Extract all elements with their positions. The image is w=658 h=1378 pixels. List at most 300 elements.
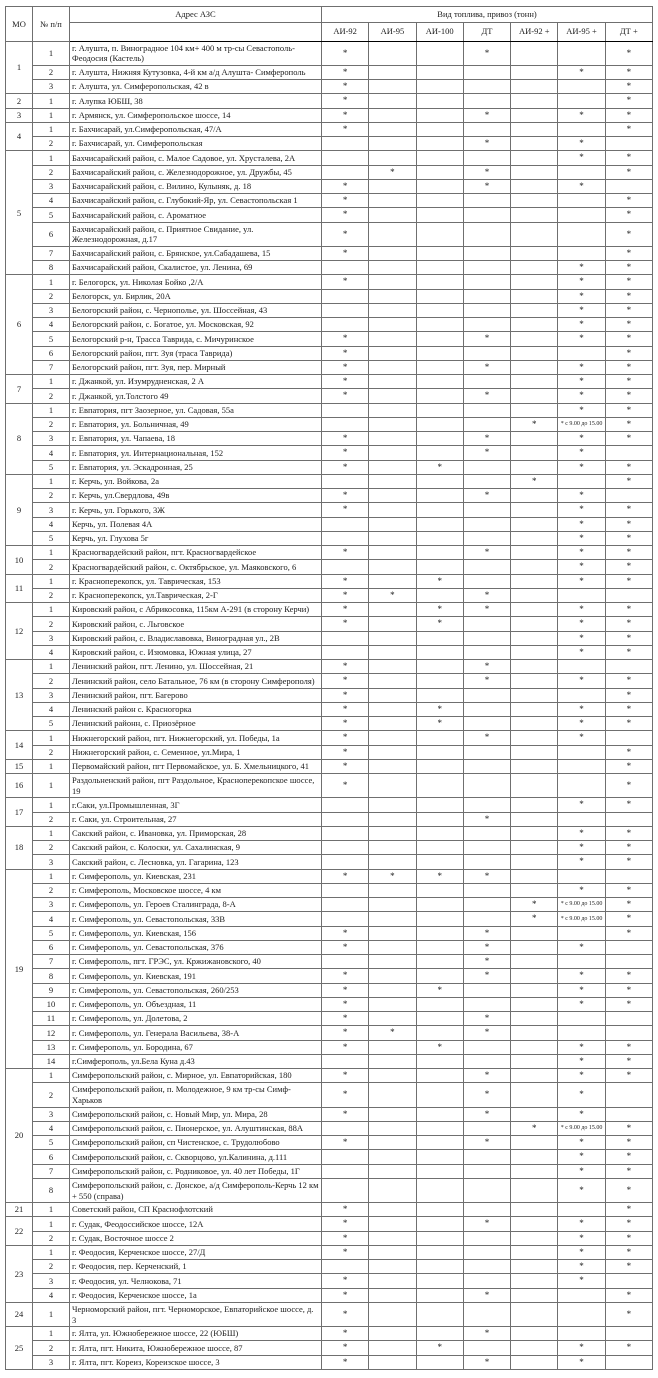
- table-row: [6, 1040, 653, 1054]
- row-number-cell: 8: [33, 261, 70, 275]
- fuel-empty-cell: [605, 1355, 652, 1369]
- row-number-cell: 2: [33, 745, 70, 759]
- row-number-cell: 3: [33, 631, 70, 645]
- fuel-empty-cell: [369, 432, 416, 446]
- fuel-empty-cell: [416, 969, 463, 983]
- mo-cell: 18: [6, 826, 33, 869]
- table-row: [6, 1341, 653, 1355]
- fuel-empty-cell: [463, 417, 510, 431]
- row-number-cell: 7: [33, 246, 70, 260]
- fuel-empty-cell: [416, 1260, 463, 1274]
- fuel-mark-cell: *: [322, 1231, 369, 1245]
- fuel-mark-cell: *: [322, 603, 369, 617]
- row-number-cell: 1: [33, 375, 70, 389]
- fuel-empty-cell: [369, 65, 416, 79]
- fuel-empty-cell: [416, 855, 463, 869]
- column-header-dt-plus: ДТ +: [605, 22, 652, 41]
- fuel-empty-cell: [463, 774, 510, 798]
- fuel-mark-cell: *: [558, 517, 605, 531]
- fuel-empty-cell: [511, 969, 558, 983]
- fuel-mark-cell: *: [605, 503, 652, 517]
- fuel-mark-cell: *: [322, 65, 369, 79]
- fuel-mark-cell: *: [558, 574, 605, 588]
- table-row: [6, 474, 653, 488]
- fuel-mark-cell: *: [558, 731, 605, 745]
- fuel-mark-cell: *: [558, 1260, 605, 1274]
- fuel-mark-cell: *: [558, 403, 605, 417]
- fuel-mark-cell: *: [322, 360, 369, 374]
- row-number-cell: 10: [33, 997, 70, 1011]
- fuel-empty-cell: [511, 108, 558, 122]
- mo-cell: 13: [6, 660, 33, 731]
- fuel-empty-cell: [511, 261, 558, 275]
- fuel-mark-cell: *: [322, 222, 369, 246]
- fuel-mark-cell: *: [558, 997, 605, 1011]
- fuel-empty-cell: [416, 1136, 463, 1150]
- fuel-mark-cell: *: [369, 1026, 416, 1040]
- fuel-empty-cell: [511, 517, 558, 531]
- row-number-cell: 2: [33, 165, 70, 179]
- fuel-empty-cell: [416, 165, 463, 179]
- fuel-empty-cell: [463, 94, 510, 108]
- fuel-empty-cell: [416, 841, 463, 855]
- row-number-cell: 1: [33, 41, 70, 65]
- fuel-empty-cell: [463, 318, 510, 332]
- fuel-empty-cell: [463, 222, 510, 246]
- fuel-mark-cell: *: [605, 883, 652, 897]
- row-number-cell: 1: [33, 403, 70, 417]
- fuel-empty-cell: [463, 531, 510, 545]
- fuel-table: [5, 6, 653, 1370]
- fuel-mark-cell: *: [605, 246, 652, 260]
- fuel-mark-cell: *: [605, 1069, 652, 1083]
- fuel-empty-cell: [416, 1164, 463, 1178]
- fuel-empty-cell: [605, 1012, 652, 1026]
- fuel-empty-cell: [511, 603, 558, 617]
- fuel-empty-cell: [463, 997, 510, 1011]
- row-number-cell: 4: [33, 446, 70, 460]
- table-row: [6, 1203, 653, 1217]
- fuel-mark-cell: *: [558, 460, 605, 474]
- row-number-cell: 4: [33, 912, 70, 926]
- fuel-mark-cell: *: [322, 717, 369, 731]
- fuel-empty-cell: [369, 774, 416, 798]
- fuel-empty-cell: [322, 474, 369, 488]
- fuel-empty-cell: [416, 222, 463, 246]
- fuel-mark-cell: *: [558, 289, 605, 303]
- fuel-mark-cell: *: [322, 332, 369, 346]
- row-number-cell: 1: [33, 660, 70, 674]
- fuel-empty-cell: [322, 1121, 369, 1135]
- fuel-empty-cell: [416, 660, 463, 674]
- fuel-empty-cell: [322, 855, 369, 869]
- fuel-empty-cell: [369, 332, 416, 346]
- fuel-empty-cell: [416, 883, 463, 897]
- fuel-empty-cell: [511, 1274, 558, 1288]
- address-cell: г. Феодосия, ул. Челнокова, 71: [70, 1274, 322, 1288]
- fuel-mark-cell: *: [463, 1083, 510, 1107]
- fuel-empty-cell: [416, 246, 463, 260]
- table-row: [6, 1245, 653, 1259]
- fuel-empty-cell: [322, 826, 369, 840]
- fuel-empty-cell: [322, 261, 369, 275]
- station-table-body: [6, 41, 653, 1369]
- address-cell: г. Джанкой, ул.Толстого 49: [70, 389, 322, 403]
- fuel-mark-cell: *: [605, 631, 652, 645]
- table-row: [6, 898, 653, 912]
- fuel-empty-cell: [369, 841, 416, 855]
- fuel-empty-cell: [511, 403, 558, 417]
- table-row: [6, 912, 653, 926]
- fuel-empty-cell: [416, 588, 463, 602]
- address-cell: Бахчисарайский район, с. Брянское, ул.Сабадашева, 15: [70, 246, 322, 260]
- fuel-mark-cell: *: [463, 969, 510, 983]
- address-cell: г. Ялта, пгт. Никита, Южнобережное шоссе, 87: [70, 1341, 322, 1355]
- fuel-mark-cell: *: [463, 1136, 510, 1150]
- row-number-cell: 2: [33, 1341, 70, 1355]
- fuel-mark-cell: *: [463, 1026, 510, 1040]
- address-cell: г. Джанкой, ул. Изумрудненская, 2 А: [70, 375, 322, 389]
- address-cell: Белогорский район, с. Богатое, ул. Московская, 92: [70, 318, 322, 332]
- fuel-empty-cell: [511, 1150, 558, 1164]
- address-cell: Ленинский районн, с. Приозёрное: [70, 717, 322, 731]
- fuel-empty-cell: [369, 179, 416, 193]
- row-number-cell: 4: [33, 645, 70, 659]
- row-number-cell: 3: [33, 1355, 70, 1369]
- fuel-empty-cell: [369, 1217, 416, 1231]
- fuel-empty-cell: [416, 1026, 463, 1040]
- address-cell: г. Ялта, ул. Южнобережное шоссе, 22 (ЮБШ): [70, 1327, 322, 1341]
- fuel-empty-cell: [369, 1069, 416, 1083]
- fuel-empty-cell: [511, 246, 558, 260]
- fuel-empty-cell: [463, 460, 510, 474]
- address-cell: Белогорский район, пгт. Зуя (траса Таврида): [70, 346, 322, 360]
- fuel-empty-cell: [511, 65, 558, 79]
- fuel-mark-cell: *: [322, 246, 369, 260]
- fuel-mark-cell: *: [558, 303, 605, 317]
- row-number-cell: 3: [33, 1107, 70, 1121]
- fuel-empty-cell: [369, 318, 416, 332]
- fuel-mark-cell: *: [511, 912, 558, 926]
- fuel-empty-cell: [322, 1178, 369, 1202]
- row-number-cell: 4: [33, 1121, 70, 1135]
- fuel-empty-cell: [369, 940, 416, 954]
- fuel-empty-cell: [369, 997, 416, 1011]
- fuel-empty-cell: [511, 1136, 558, 1150]
- fuel-empty-cell: [558, 688, 605, 702]
- fuel-empty-cell: [511, 346, 558, 360]
- address-cell: Нижнегорский район, пгт. Нижнегорский, ул. Победы, 1а: [70, 731, 322, 745]
- fuel-empty-cell: [369, 460, 416, 474]
- table-row: [6, 1260, 653, 1274]
- fuel-empty-cell: [605, 446, 652, 460]
- fuel-empty-cell: [416, 997, 463, 1011]
- fuel-mark-cell: *: [605, 645, 652, 659]
- fuel-mark-cell: *: [558, 1178, 605, 1202]
- row-number-cell: 5: [33, 1136, 70, 1150]
- fuel-empty-cell: [322, 798, 369, 812]
- fuel-empty-cell: [416, 303, 463, 317]
- fuel-mark-cell: *: [605, 65, 652, 79]
- fuel-mark-cell: *: [322, 546, 369, 560]
- fuel-mark-cell: *: [463, 1217, 510, 1231]
- fuel-mark-cell: *: [605, 745, 652, 759]
- fuel-empty-cell: [511, 617, 558, 631]
- mo-cell: 7: [6, 375, 33, 404]
- fuel-mark-cell: *: [322, 660, 369, 674]
- fuel-time-note-cell: * с 9.00 до 15.00: [558, 912, 605, 926]
- fuel-empty-cell: [369, 1231, 416, 1245]
- fuel-mark-cell: *: [322, 122, 369, 136]
- table-row: [6, 1083, 653, 1107]
- fuel-empty-cell: [369, 912, 416, 926]
- fuel-mark-cell: *: [322, 674, 369, 688]
- fuel-empty-cell: [463, 826, 510, 840]
- fuel-empty-cell: [463, 275, 510, 289]
- fuel-empty-cell: [558, 165, 605, 179]
- table-row: [6, 360, 653, 374]
- table-row: [6, 417, 653, 431]
- fuel-mark-cell: *: [463, 446, 510, 460]
- fuel-mark-cell: *: [416, 574, 463, 588]
- fuel-mark-cell: *: [558, 1054, 605, 1068]
- row-number-cell: 1: [33, 574, 70, 588]
- fuel-empty-cell: [369, 246, 416, 260]
- row-number-cell: 2: [33, 289, 70, 303]
- fuel-mark-cell: *: [322, 731, 369, 745]
- address-cell: г. Красноперекопск, ул.Таврическая, 2-Г: [70, 588, 322, 602]
- fuel-mark-cell: *: [322, 1040, 369, 1054]
- fuel-mark-cell: *: [605, 1288, 652, 1302]
- table-row: [6, 1069, 653, 1083]
- table-row: [6, 826, 653, 840]
- fuel-empty-cell: [463, 474, 510, 488]
- table-row: [6, 531, 653, 545]
- row-number-cell: 3: [33, 303, 70, 317]
- fuel-empty-cell: [511, 745, 558, 759]
- fuel-mark-cell: *: [463, 332, 510, 346]
- address-cell: г. Керчь, ул. Горького, 3Ж: [70, 503, 322, 517]
- fuel-mark-cell: *: [605, 403, 652, 417]
- row-number-cell: 1: [33, 603, 70, 617]
- row-number-cell: 1: [33, 798, 70, 812]
- fuel-empty-cell: [511, 332, 558, 346]
- fuel-empty-cell: [369, 617, 416, 631]
- fuel-empty-cell: [322, 631, 369, 645]
- address-cell: г. Симферополь, ул. Севастопольская, 376: [70, 940, 322, 954]
- fuel-empty-cell: [369, 1245, 416, 1259]
- column-header-ai95: АИ-95: [369, 22, 416, 41]
- table-row: [6, 1178, 653, 1202]
- fuel-mark-cell: *: [605, 560, 652, 574]
- fuel-mark-cell: *: [605, 912, 652, 926]
- fuel-empty-cell: [369, 983, 416, 997]
- table-row: [6, 1355, 653, 1369]
- fuel-empty-cell: [558, 94, 605, 108]
- fuel-empty-cell: [463, 759, 510, 773]
- fuel-mark-cell: *: [558, 1164, 605, 1178]
- fuel-empty-cell: [416, 1069, 463, 1083]
- address-cell: Сакский район, с. Колоски, ул. Сахалинская, 9: [70, 841, 322, 855]
- address-cell: г. Бахчисарай, ул.Симферопольская, 47/А: [70, 122, 322, 136]
- fuel-empty-cell: [416, 1150, 463, 1164]
- fuel-mark-cell: *: [558, 717, 605, 731]
- fuel-mark-cell: *: [322, 1136, 369, 1150]
- fuel-mark-cell: *: [605, 1302, 652, 1326]
- fuel-empty-cell: [416, 1203, 463, 1217]
- fuel-mark-cell: *: [322, 969, 369, 983]
- row-number-cell: 1: [33, 1327, 70, 1341]
- fuel-mark-cell: *: [558, 674, 605, 688]
- fuel-mark-cell: *: [605, 1203, 652, 1217]
- fuel-empty-cell: [416, 1355, 463, 1369]
- fuel-mark-cell: *: [322, 1026, 369, 1040]
- fuel-empty-cell: [511, 826, 558, 840]
- fuel-mark-cell: *: [463, 179, 510, 193]
- fuel-empty-cell: [463, 1341, 510, 1355]
- fuel-empty-cell: [369, 1136, 416, 1150]
- fuel-empty-cell: [605, 812, 652, 826]
- fuel-empty-cell: [416, 261, 463, 275]
- fuel-empty-cell: [558, 80, 605, 94]
- fuel-empty-cell: [322, 812, 369, 826]
- fuel-mark-cell: *: [558, 940, 605, 954]
- fuel-empty-cell: [463, 517, 510, 531]
- fuel-empty-cell: [369, 474, 416, 488]
- row-number-cell: 2: [33, 1231, 70, 1245]
- table-row: [6, 841, 653, 855]
- address-cell: г. Симферополь, Московское шоссе, 4 км: [70, 883, 322, 897]
- fuel-mark-cell: *: [463, 1107, 510, 1121]
- address-cell: г. Судак, Восточное шоссе 2: [70, 1231, 322, 1245]
- address-cell: Советский район, СП Краснофлотский: [70, 1203, 322, 1217]
- fuel-empty-cell: [558, 955, 605, 969]
- fuel-empty-cell: [511, 1012, 558, 1026]
- fuel-empty-cell: [416, 759, 463, 773]
- table-row: [6, 574, 653, 588]
- fuel-mark-cell: *: [463, 940, 510, 954]
- fuel-mark-cell: *: [416, 617, 463, 631]
- fuel-mark-cell: *: [322, 208, 369, 222]
- fuel-empty-cell: [369, 1054, 416, 1068]
- fuel-mark-cell: *: [605, 208, 652, 222]
- fuel-mark-cell: *: [463, 41, 510, 65]
- mo-cell: 22: [6, 1217, 33, 1246]
- table-row: [6, 798, 653, 812]
- fuel-mark-cell: *: [605, 108, 652, 122]
- row-number-cell: 2: [33, 841, 70, 855]
- fuel-mark-cell: *: [605, 517, 652, 531]
- fuel-mark-cell: *: [558, 883, 605, 897]
- fuel-empty-cell: [416, 346, 463, 360]
- row-number-cell: 7: [33, 360, 70, 374]
- table-row: [6, 503, 653, 517]
- fuel-empty-cell: [511, 179, 558, 193]
- fuel-table-header: [6, 7, 653, 42]
- fuel-empty-cell: [369, 360, 416, 374]
- table-row: [6, 983, 653, 997]
- fuel-empty-cell: [463, 631, 510, 645]
- fuel-empty-cell: [369, 645, 416, 659]
- fuel-mark-cell: *: [416, 603, 463, 617]
- row-number-cell: 4: [33, 517, 70, 531]
- fuel-mark-cell: *: [416, 460, 463, 474]
- table-row: [6, 702, 653, 716]
- fuel-empty-cell: [322, 955, 369, 969]
- fuel-empty-cell: [369, 1341, 416, 1355]
- table-row: [6, 318, 653, 332]
- fuel-mark-cell: *: [416, 717, 463, 731]
- fuel-mark-cell: *: [322, 179, 369, 193]
- mo-cell: 5: [6, 151, 33, 275]
- fuel-empty-cell: [369, 855, 416, 869]
- fuel-empty-cell: [558, 346, 605, 360]
- fuel-mark-cell: *: [605, 717, 652, 731]
- address-cell: Красногвардейский район, пгт. Красногвардейское: [70, 546, 322, 560]
- row-number-cell: 7: [33, 955, 70, 969]
- fuel-mark-cell: *: [605, 360, 652, 374]
- fuel-empty-cell: [605, 588, 652, 602]
- fuel-empty-cell: [463, 574, 510, 588]
- fuel-empty-cell: [511, 1083, 558, 1107]
- fuel-mark-cell: *: [558, 432, 605, 446]
- fuel-empty-cell: [416, 774, 463, 798]
- fuel-mark-cell: *: [416, 1341, 463, 1355]
- fuel-empty-cell: [511, 318, 558, 332]
- table-row: [6, 731, 653, 745]
- fuel-empty-cell: [558, 474, 605, 488]
- fuel-empty-cell: [558, 660, 605, 674]
- mo-cell: 12: [6, 603, 33, 660]
- fuel-empty-cell: [416, 360, 463, 374]
- row-number-cell: 12: [33, 1026, 70, 1040]
- fuel-empty-cell: [511, 531, 558, 545]
- row-number-cell: 1: [33, 774, 70, 798]
- fuel-empty-cell: [369, 1040, 416, 1054]
- fuel-mark-cell: *: [322, 108, 369, 122]
- table-row: [6, 1217, 653, 1231]
- address-cell: Бахчисарайский район, с. Глубокий-Яр, ул. Севастопольская 1: [70, 194, 322, 208]
- fuel-empty-cell: [369, 1302, 416, 1326]
- fuel-empty-cell: [416, 489, 463, 503]
- table-row: [6, 1231, 653, 1245]
- row-number-cell: 5: [33, 332, 70, 346]
- address-cell: Белогорский район, пгт. Зуя, пер. Мирный: [70, 360, 322, 374]
- address-cell: г. Саки, ул. Строительная, 27: [70, 812, 322, 826]
- fuel-mark-cell: *: [322, 1083, 369, 1107]
- fuel-empty-cell: [511, 940, 558, 954]
- fuel-empty-cell: [416, 1327, 463, 1341]
- table-row: [6, 588, 653, 602]
- table-row: [6, 460, 653, 474]
- fuel-mark-cell: *: [463, 137, 510, 151]
- fuel-empty-cell: [463, 375, 510, 389]
- fuel-empty-cell: [463, 1164, 510, 1178]
- table-row: [6, 246, 653, 260]
- fuel-empty-cell: [369, 574, 416, 588]
- fuel-mark-cell: *: [558, 531, 605, 545]
- fuel-mark-cell: *: [558, 332, 605, 346]
- fuel-empty-cell: [605, 1274, 652, 1288]
- fuel-mark-cell: *: [322, 702, 369, 716]
- fuel-empty-cell: [369, 660, 416, 674]
- row-number-cell: 6: [33, 222, 70, 246]
- address-cell: г. Евпатория, ул. Интернациональная, 152: [70, 446, 322, 460]
- address-cell: Керчь, ул. Глухова 5г: [70, 531, 322, 545]
- fuel-mark-cell: *: [605, 603, 652, 617]
- fuel-empty-cell: [369, 1178, 416, 1202]
- fuel-mark-cell: *: [558, 1217, 605, 1231]
